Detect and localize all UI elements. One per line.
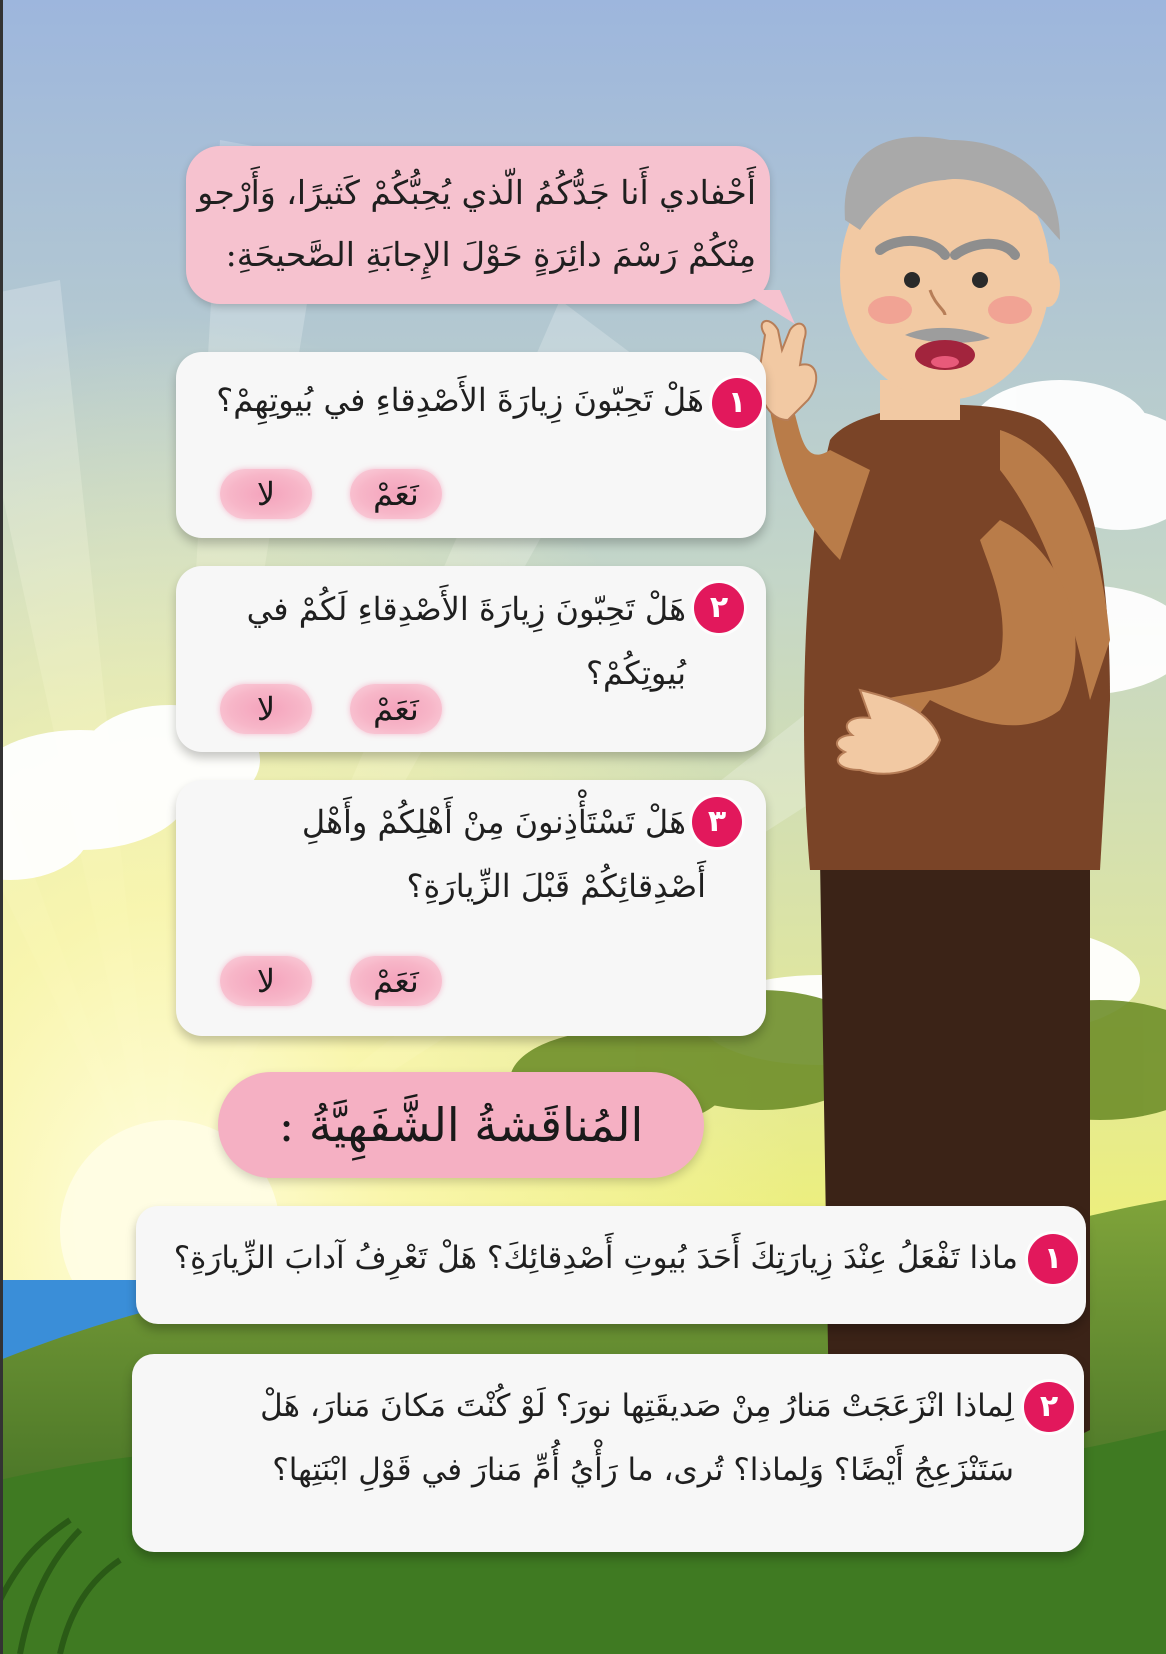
answer-no-2[interactable]: لا (220, 684, 312, 734)
discussion-heading: المُناقَشةُ الشَّفَهِيَّةُ : (218, 1072, 704, 1178)
discussion-text-1 (146, 1226, 1018, 1290)
discussion-number-1: ١ (1028, 1234, 1078, 1284)
answer-no-1[interactable]: لا (220, 469, 312, 519)
answer-yes-2[interactable]: نَعَمْ (350, 684, 442, 734)
intro-line-2: مِنْكُمْ رَسْمَ دائِرَةٍ حَوْلَ الإِجابَةِ الصَّحيحَةِ: (225, 235, 756, 274)
answer-no-3[interactable]: لا (220, 956, 312, 1006)
question-number-1: ١ (712, 378, 762, 428)
discussion-2-line-1: لِماذا انْزَعَجَتْ مَنارُ مِنْ صَديقَتِها نورَ؟ لَوْ كُنْتَ مَكانَ مَنارَ، هَلْ (260, 1388, 1014, 1424)
question-number-2: ٢ (694, 583, 744, 633)
discussion-text-2 (142, 1374, 1014, 1502)
page-left-border (0, 0, 3, 1654)
answer-yes-3[interactable]: نَعَمْ (350, 956, 442, 1006)
question-2-line-2: بُيوتِكُمْ؟ (586, 654, 686, 692)
question-1-line-1: هَلْ تَحِبّونَ زِيارَةَ الأَصْدِقاءِ في بُيوتِهِمْ؟ (216, 381, 704, 419)
question-2-line-1: هَلْ تَحِبّونَ زِيارَةَ الأَصْدِقاءِ لَكُمْ في (246, 590, 686, 628)
discussion-1-line-1: ماذا تَفْعَلُ عِنْدَ زِيارَتِكَ أَحَدَ بُيوتِ أَصْدِقائِكَ؟ هَلْ تَعْرِفُ آدابَ الزِّيارَةِ؟ (173, 1240, 1018, 1276)
speech-bubble-tail (740, 290, 800, 330)
question-3-line-1: هَلْ تَسْتَأْذِنونَ مِنْ أَهْلِكُمْ وأَهْلِ (301, 803, 686, 841)
intro-text (196, 162, 756, 286)
discussion-2-line-2: سَتَنْزَعِجُ أَيْضًا؟ وَلِماذا؟ تُرى، ما رَأْيُ أُمِّ مَنارَ في قَوْلِ ابْنَتِها؟ (272, 1452, 1014, 1488)
discussion-number-2: ٢ (1024, 1382, 1074, 1432)
question-3-line-2: أَصْدِقائِكُمْ قَبْلَ الزِّيارَةِ؟ (406, 867, 706, 905)
intro-line-1: أَحْفادي أَنا جَدُّكُمُ الّذي يُحِبُّكُمْ كَثيرًا، وَأَرْجو (197, 173, 756, 212)
answer-yes-1[interactable]: نَعَمْ (350, 469, 442, 519)
question-text-3 (186, 790, 706, 918)
question-text-1 (186, 368, 704, 432)
question-number-3: ٣ (692, 797, 742, 847)
